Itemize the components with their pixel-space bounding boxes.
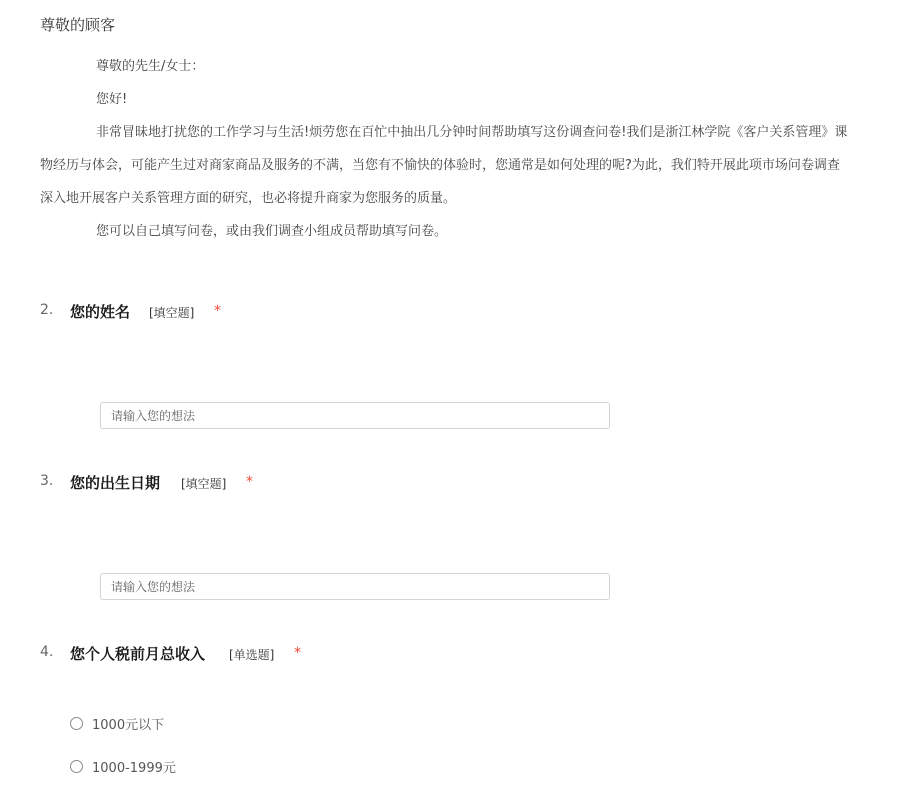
name-input[interactable] [100,402,610,429]
radio-button-icon[interactable] [70,760,83,773]
question-number: 2. [40,302,54,318]
radio-option-income-below-1000[interactable] [70,714,164,732]
question-number: 4. [40,644,54,660]
question-type-label: [填空题] [181,477,227,491]
required-marker: * [294,645,301,661]
question-number: 3. [40,473,54,489]
birthdate-input[interactable] [100,573,610,600]
question-title: 您的姓名 [70,303,131,321]
intro-hello: 您好! [96,92,128,107]
question-type-label: [单选题] [229,648,275,662]
required-marker: * [214,303,221,319]
intro-paragraph-line-3: 深入地开展客户关系管理方面的研究，也必将提升商家为您服务的质量。 [40,191,457,206]
intro-closing: 您可以自己填写问卷，或由我们调查小组成员帮助填写问卷。 [96,224,448,239]
radio-option-label: 1000-1999元 [92,760,176,776]
intro-paragraph-line-2: 物经历与体会，可能产生过对商家商品及服务的不满，当您有不愉快的体验时，您通常是如何处理的呢?为此，我们特开展此项市场问卷调查 [40,158,840,173]
question-type-label: [填空题] [149,306,195,320]
intro-greeting: 尊敬的先生/女士： [96,59,205,74]
radio-option-label: 1000元以下 [92,717,165,733]
required-marker: * [246,474,253,490]
intro-paragraph-line-1: 非常冒昧地打扰您的工作学习与生活!烦劳您在百忙中抽出几分钟时间帮助填写这份调查问卷!我们是浙江林学院《客户关系管理》课 [96,125,848,140]
intro-title: 尊敬的顾客 [40,16,116,34]
question-title: 您个人税前月总收入 [70,645,206,663]
radio-option-income-1000-1999[interactable] [70,757,176,775]
question-title: 您的出生日期 [70,474,161,492]
radio-button-icon[interactable] [70,717,83,730]
